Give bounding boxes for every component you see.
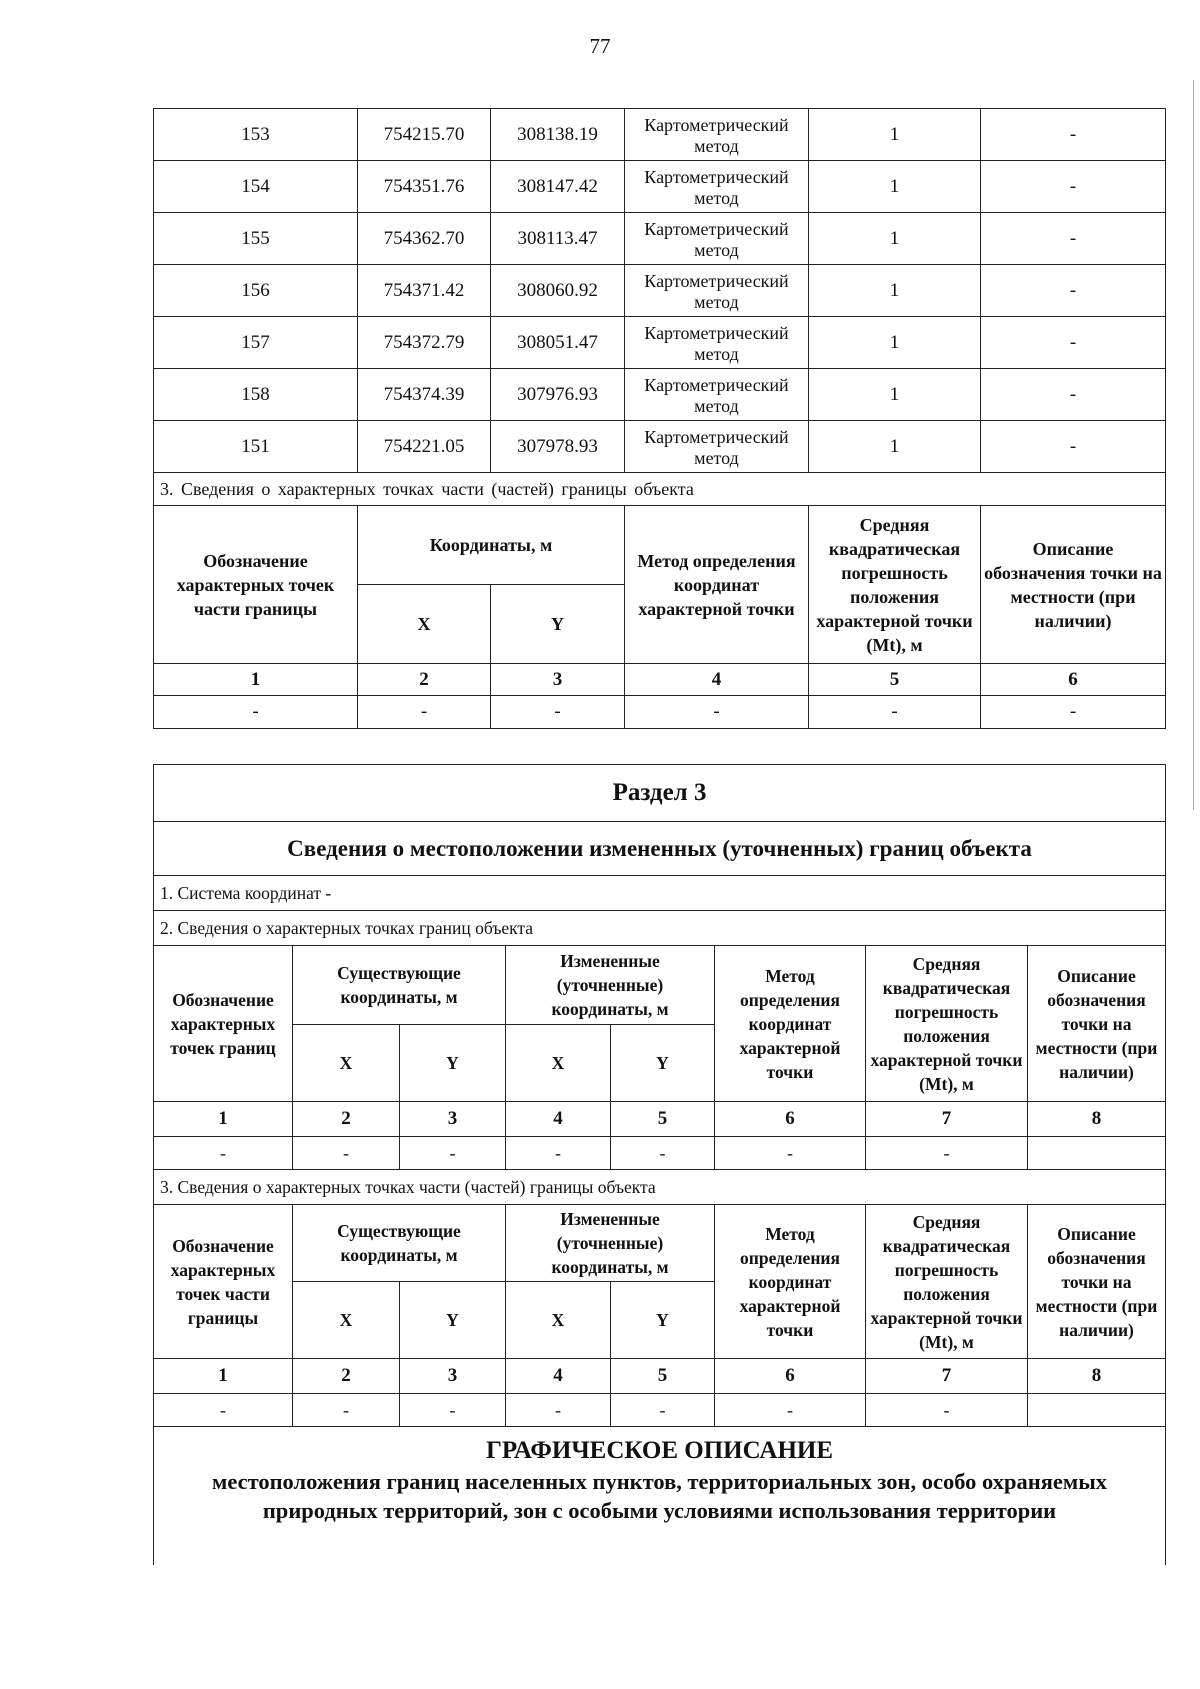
- col-number: 4: [625, 664, 809, 696]
- point-id: 158: [154, 369, 358, 421]
- header-changed: Измененные (уточненные) координаты, м: [506, 946, 715, 1025]
- col-number: 2: [293, 1359, 400, 1394]
- dash-cell: -: [715, 1394, 866, 1427]
- point-id: 153: [154, 109, 358, 161]
- header-error: Средняя квадратическая погрешность положения характерной точки (Mt), м: [809, 506, 981, 664]
- header-description: Описание обозначения точки на местности (при наличии): [1028, 1205, 1166, 1359]
- col-number: 8: [1028, 1102, 1166, 1137]
- accuracy-mt: 1: [809, 161, 981, 213]
- col-number: 1: [154, 664, 358, 696]
- coord-x: 754372.79: [358, 317, 491, 369]
- parts-title: 3. Сведения о характерных точках части (частей) границы объекта: [154, 1170, 1166, 1205]
- method-line: Картометрический: [644, 270, 789, 291]
- section-title: Раздел 3: [154, 765, 1166, 822]
- point-id: 151: [154, 421, 358, 473]
- col-number: 1: [154, 1102, 293, 1137]
- point-description: -: [981, 161, 1166, 213]
- header-y: Y: [400, 1282, 506, 1359]
- coord-x: 754221.05: [358, 421, 491, 473]
- accuracy-mt: 1: [809, 109, 981, 161]
- section3-table: [153, 764, 1166, 1565]
- dash-cell: -: [293, 1394, 400, 1427]
- dash-cell: -: [866, 1394, 1028, 1427]
- header-x: X: [506, 1025, 611, 1102]
- coord-y: 308051.47: [491, 317, 625, 369]
- method-line: метод: [694, 239, 739, 260]
- method-line: Картометрический: [644, 374, 789, 395]
- coord-y: 307978.93: [491, 421, 625, 473]
- dash-cell: -: [506, 1137, 611, 1170]
- dash-cell: -: [400, 1137, 506, 1170]
- header-y: Y: [400, 1025, 506, 1102]
- point-description: -: [981, 213, 1166, 265]
- dash-cell: [1028, 1137, 1166, 1170]
- header-x: X: [293, 1025, 400, 1102]
- dash-cell: -: [506, 1394, 611, 1427]
- dash-cell: -: [611, 1137, 715, 1170]
- coord-y: 308113.47: [491, 213, 625, 265]
- dash-cell: -: [400, 1394, 506, 1427]
- point-description: -: [981, 109, 1166, 161]
- point-description: -: [981, 369, 1166, 421]
- method-cell: [625, 161, 809, 213]
- dash-cell: -: [154, 1394, 293, 1427]
- parts-section-title: 3. Сведения о характерных точках части (частей) границы объекта: [154, 473, 1166, 506]
- col-number: 5: [611, 1102, 715, 1137]
- method-line: метод: [694, 187, 739, 208]
- header-changed: Измененные (уточненные) координаты, м: [506, 1205, 715, 1282]
- point-description: -: [981, 265, 1166, 317]
- col-number: 2: [293, 1102, 400, 1137]
- header-description: Описание обозначения точки на местности (при наличии): [1028, 946, 1166, 1102]
- dash-cell: -: [491, 696, 625, 729]
- point-id: 155: [154, 213, 358, 265]
- header-existing: Существующие координаты, м: [293, 1205, 506, 1282]
- point-id: 157: [154, 317, 358, 369]
- header-existing: Существующие координаты, м: [293, 946, 506, 1025]
- page-number: 77: [589, 34, 611, 58]
- accuracy-mt: 1: [809, 421, 981, 473]
- coord-y: 307976.93: [491, 369, 625, 421]
- point-description: -: [981, 421, 1166, 473]
- header-method: Метод определения координат характерной точки: [715, 1205, 866, 1359]
- dash-cell: -: [809, 696, 981, 729]
- header-designation: Обозначение характерных точек части границы: [154, 1205, 293, 1359]
- method-line: Картометрический: [644, 166, 789, 187]
- header-y: Y: [491, 585, 625, 664]
- method-line: метод: [694, 291, 739, 312]
- table-row: [154, 161, 1166, 213]
- coord-x: 754351.76: [358, 161, 491, 213]
- graphic-title: ГРАФИЧЕСКОЕ ОПИСАНИЕ: [485, 1437, 834, 1464]
- method-line: метод: [694, 135, 739, 156]
- header-coords: Координаты, м: [358, 506, 625, 585]
- header-x: X: [293, 1282, 400, 1359]
- points-table-continued: [153, 108, 1166, 729]
- table-row: [154, 421, 1166, 473]
- header-designation: Обозначение характерных точек части границы: [154, 506, 358, 664]
- method-cell: [625, 213, 809, 265]
- dash-cell: [1028, 1394, 1166, 1427]
- header-y: Y: [611, 1025, 715, 1102]
- dash-cell: -: [154, 1137, 293, 1170]
- accuracy-mt: 1: [809, 369, 981, 421]
- scan-edge-line: [1193, 80, 1194, 810]
- graphic-subtitle: местоположения границ населенных пунктов, территориальных зон, особо охраняемых природных территорий, зон с особыми условиями использования территории: [212, 1469, 1108, 1523]
- header-designation: Обозначение характерных точек границ: [154, 946, 293, 1102]
- header-method: Метод определения координат характерной точки: [715, 946, 866, 1102]
- point-id: 156: [154, 265, 358, 317]
- col-number: 6: [715, 1102, 866, 1137]
- method-cell: [625, 265, 809, 317]
- coord-x: 754371.42: [358, 265, 491, 317]
- col-number: 7: [866, 1102, 1028, 1137]
- dash-cell: -: [625, 696, 809, 729]
- header-description: Описание обозначения точки на местности (при наличии): [981, 506, 1166, 664]
- col-number: 5: [611, 1359, 715, 1394]
- header-error: Средняя квадратическая погрешность положения характерной точки (Mt), м: [866, 1205, 1028, 1359]
- header-x: X: [506, 1282, 611, 1359]
- dash-cell: -: [154, 696, 358, 729]
- dash-cell: -: [715, 1137, 866, 1170]
- col-number: 3: [400, 1359, 506, 1394]
- col-number: 5: [809, 664, 981, 696]
- method-cell: [625, 317, 809, 369]
- dash-cell: -: [866, 1137, 1028, 1170]
- header-x: X: [358, 585, 491, 664]
- method-line: метод: [694, 395, 739, 416]
- dash-cell: -: [981, 696, 1166, 729]
- coord-y: 308060.92: [491, 265, 625, 317]
- dash-cell: -: [293, 1137, 400, 1170]
- coord-y: 308147.42: [491, 161, 625, 213]
- dash-cell: -: [611, 1394, 715, 1427]
- method-line: Картометрический: [644, 218, 789, 239]
- graphic-description: [154, 1427, 1166, 1566]
- points-title: 2. Сведения о характерных точках границ объекта: [154, 911, 1166, 946]
- table-row: [154, 213, 1166, 265]
- col-number: 6: [981, 664, 1166, 696]
- accuracy-mt: 1: [809, 317, 981, 369]
- col-number: 6: [715, 1359, 866, 1394]
- table-row: [154, 265, 1166, 317]
- method-line: метод: [694, 343, 739, 364]
- coord-y: 308138.19: [491, 109, 625, 161]
- table-row: [154, 109, 1166, 161]
- accuracy-mt: 1: [809, 265, 981, 317]
- coord-x: 754362.70: [358, 213, 491, 265]
- method-cell: [625, 369, 809, 421]
- method-line: метод: [694, 447, 739, 468]
- accuracy-mt: 1: [809, 213, 981, 265]
- method-cell: [625, 421, 809, 473]
- method-line: Картометрический: [644, 426, 789, 447]
- col-number: 4: [506, 1102, 611, 1137]
- dash-cell: -: [358, 696, 491, 729]
- col-number: 7: [866, 1359, 1028, 1394]
- section-subtitle: Сведения о местоположении измененных (уточненных) границ объекта: [154, 822, 1166, 876]
- col-number: 2: [358, 664, 491, 696]
- table-row: [154, 317, 1166, 369]
- col-number: 3: [400, 1102, 506, 1137]
- table-row: [154, 369, 1166, 421]
- col-number: 1: [154, 1359, 293, 1394]
- method-line: Картометрический: [644, 114, 789, 135]
- coord-x: 754374.39: [358, 369, 491, 421]
- method-cell: [625, 109, 809, 161]
- coord-x: 754215.70: [358, 109, 491, 161]
- point-description: -: [981, 317, 1166, 369]
- point-id: 154: [154, 161, 358, 213]
- col-number: 3: [491, 664, 625, 696]
- header-error: Средняя квадратическая погрешность положения характерной точки (Mt), м: [866, 946, 1028, 1102]
- col-number: 4: [506, 1359, 611, 1394]
- header-method: Метод определения координат характерной точки: [625, 506, 809, 664]
- method-line: Картометрический: [644, 322, 789, 343]
- header-y: Y: [611, 1282, 715, 1359]
- coord-system: 1. Система координат -: [154, 876, 1166, 911]
- col-number: 8: [1028, 1359, 1166, 1394]
